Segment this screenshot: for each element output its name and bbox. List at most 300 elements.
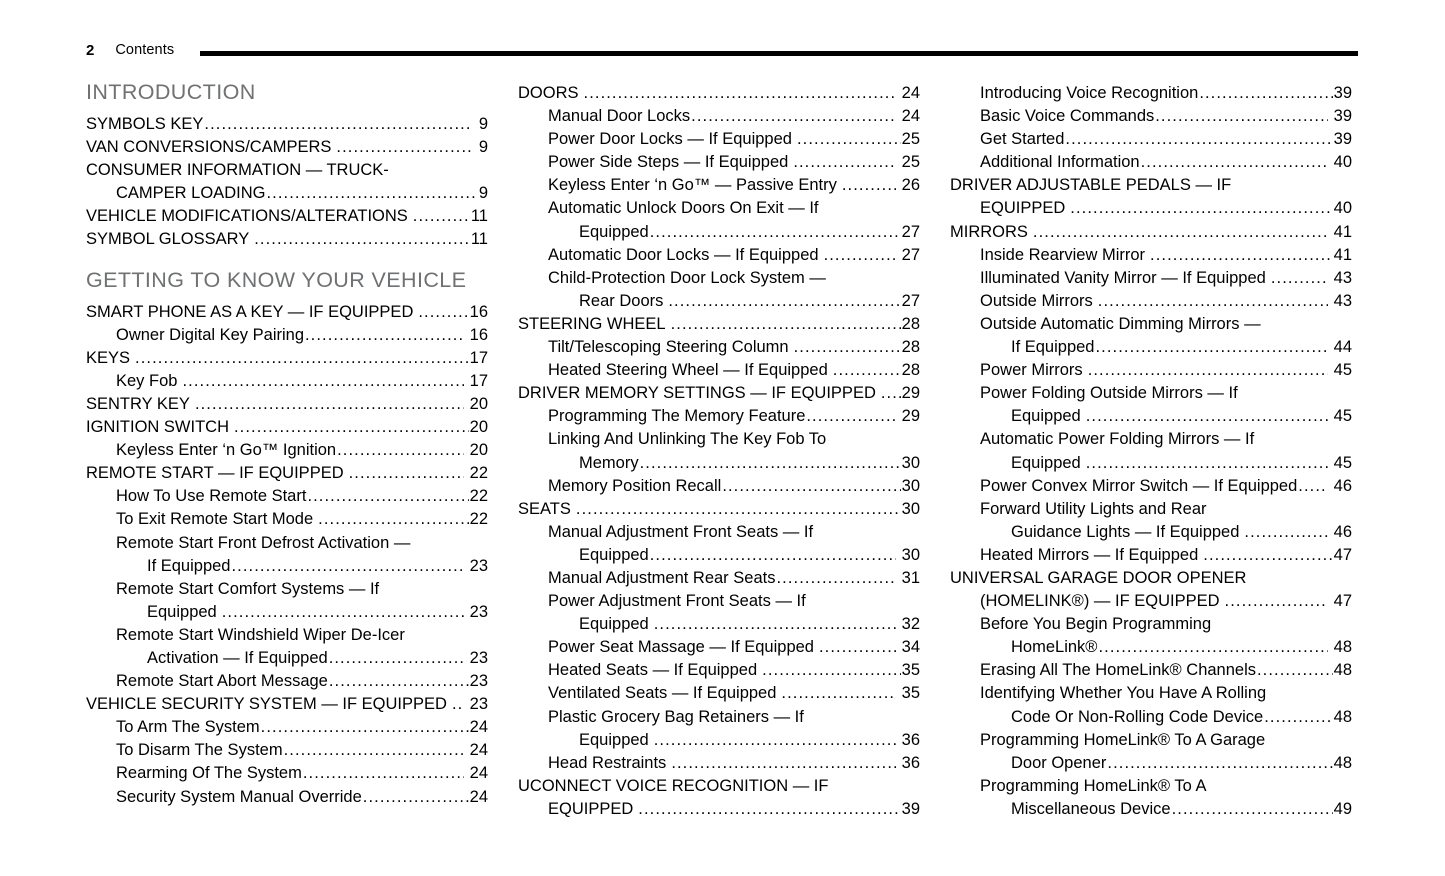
toc-entry-label: Power Mirrors: [980, 361, 1083, 380]
dot-leader: [318, 508, 468, 531]
toc-entry-label: Remote Start Comfort Systems — If: [116, 579, 380, 598]
toc-entry-sub[interactable]: [518, 567, 920, 590]
toc-entry-label: Power Seat Massage — If Equipped: [548, 638, 814, 657]
dot-leader: [452, 693, 464, 716]
toc-entry-page: 11: [470, 229, 488, 248]
toc-entry-label: Equipped: [147, 602, 217, 621]
toc-entry-sub[interactable]: [518, 267, 920, 290]
toc-entry-sub[interactable]: [518, 659, 920, 682]
toc-entry-page: 28: [901, 314, 920, 333]
toc-entry-sub[interactable]: [518, 729, 920, 752]
dot-leader: [234, 416, 469, 439]
toc-entry-label: To Disarm The System: [116, 741, 283, 760]
toc-entry-sub[interactable]: [950, 521, 1352, 544]
toc-entry-label: Inside Rearview Mirror: [980, 245, 1146, 264]
toc-entry-page: 20: [469, 441, 488, 460]
toc-entry-main[interactable]: [518, 82, 920, 105]
toc-entry-main[interactable]: [86, 228, 488, 251]
dot-leader: [1257, 659, 1333, 682]
toc-entry-page: 30: [901, 545, 920, 564]
dot-leader: [881, 382, 901, 405]
toc-entry-sub[interactable]: [518, 336, 920, 359]
toc-entry-label: If Equipped: [1011, 338, 1095, 357]
toc-entry-sub[interactable]: [86, 439, 488, 462]
dot-leader: [418, 301, 468, 324]
page-header: [86, 38, 1358, 62]
toc-entry-sub[interactable]: [518, 405, 920, 428]
toc-entry-page: 39: [1333, 84, 1352, 102]
toc-entry-sub[interactable]: [86, 624, 488, 647]
toc-entry-main[interactable]: [86, 393, 488, 416]
toc-entry-sub[interactable]: [518, 290, 920, 313]
toc-entry-sub[interactable]: [518, 613, 920, 636]
dot-leader: [329, 647, 464, 670]
dot-leader: [1225, 590, 1328, 613]
toc-entry-page: 36: [901, 753, 920, 772]
toc-entry-label: CAMPER LOADING: [116, 183, 266, 202]
toc-entry-label: Key Fob: [116, 371, 178, 390]
toc-entry-label: Rear Doors: [579, 291, 664, 310]
toc-entry-sub[interactable]: [86, 555, 488, 578]
toc-entry-sub[interactable]: [518, 244, 920, 267]
dot-leader: [1264, 706, 1332, 729]
toc-entry-label: DRIVER ADJUSTABLE PEDALS — IF: [950, 176, 1232, 195]
toc-entry-label: SYMBOL GLOSSARY: [86, 229, 250, 248]
dot-leader: [1088, 359, 1328, 382]
toc-entry-main[interactable]: [86, 205, 488, 228]
toc-entry-label: Outside Mirrors: [980, 291, 1093, 310]
toc-entry-label: VEHICLE SECURITY SYSTEM — IF EQUIPPED: [86, 695, 447, 714]
toc-entry-main[interactable]: [86, 347, 488, 370]
toc-entry-label: Equipped: [1011, 407, 1081, 426]
toc-entry-page: 48: [1333, 707, 1352, 726]
toc-entry-main[interactable]: [950, 590, 1352, 613]
toc-entry-label: SEATS: [518, 499, 571, 518]
dot-leader: [654, 613, 896, 636]
dot-leader: [1298, 475, 1327, 498]
toc-entry-page: 41: [1333, 245, 1352, 264]
dot-leader: [671, 313, 901, 336]
dot-leader: [1141, 151, 1328, 174]
toc-entry-sub[interactable]: [950, 382, 1352, 405]
dot-leader: [337, 439, 464, 462]
toc-entry-label: Manual Adjustment Front Seats — If: [548, 522, 814, 541]
dot-leader: [638, 798, 900, 821]
toc-entry-page: 24: [469, 787, 488, 806]
toc-entry-page: 29: [901, 384, 920, 403]
toc-entry-main[interactable]: [86, 113, 488, 136]
toc-entry-label: Introducing Voice Recognition: [980, 84, 1199, 102]
toc-entry-label: Door Opener: [1011, 753, 1107, 772]
toc-entry-main[interactable]: [518, 313, 920, 336]
toc-entry-sub[interactable]: [950, 313, 1352, 336]
toc-entry-sub[interactable]: [950, 452, 1352, 475]
toc-entry-sub[interactable]: [518, 105, 920, 128]
dot-leader: [797, 128, 901, 151]
toc-entry-page: 41: [1333, 222, 1352, 241]
toc-entry-label: Head Restraints: [548, 753, 667, 772]
toc-entry-sub[interactable]: [950, 267, 1352, 290]
toc-entry-label: Power Adjustment Front Seats — If: [548, 592, 806, 611]
toc-entry-page: 49: [1333, 799, 1352, 818]
toc-entry-label: (HOMELINK®) — IF EQUIPPED: [980, 592, 1220, 611]
toc-entry-label: Equipped: [579, 615, 649, 634]
toc-entry-label: Equipped: [579, 222, 649, 241]
toc-entry-sub[interactable]: [950, 359, 1352, 382]
toc-entry-label: Manual Door Locks: [548, 107, 691, 126]
toc-entry-label: Equipped: [579, 545, 649, 564]
toc-entry-sub[interactable]: [518, 752, 920, 775]
toc-entry-page: 17: [469, 371, 488, 390]
toc-entry-page: 40: [1333, 199, 1352, 218]
toc-entry-page: 32: [901, 615, 920, 634]
toc-entry-page: 20: [469, 394, 488, 413]
toc-entry-sub[interactable]: [518, 452, 920, 475]
toc-entry-sub[interactable]: [950, 659, 1352, 682]
toc-entry-sub[interactable]: [950, 428, 1352, 451]
toc-entry-main[interactable]: [86, 693, 488, 716]
toc-entry-sub[interactable]: [950, 405, 1352, 428]
toc-entry-page: 30: [901, 453, 920, 472]
page-number: 2: [86, 41, 95, 59]
dot-leader: [762, 659, 901, 682]
toc-entry-page: 47: [1333, 545, 1352, 564]
toc-entry-sub[interactable]: [518, 221, 920, 244]
toc-entry-page: 43: [1333, 291, 1352, 310]
dot-leader: [222, 601, 464, 624]
toc-entry-sub[interactable]: [950, 682, 1352, 705]
toc-entry-sub[interactable]: [518, 174, 920, 197]
toc-entry-sub[interactable]: [86, 324, 488, 347]
toc-entry-sub[interactable]: [950, 498, 1352, 521]
toc-entry-page: 27: [901, 245, 920, 264]
toc-entry-sub[interactable]: [950, 775, 1352, 798]
toc-entry-label: UCONNECT VOICE RECOGNITION — IF: [518, 776, 829, 795]
toc-entry-main[interactable]: [950, 221, 1352, 244]
toc-entry-label: Power Side Steps — If Equipped: [548, 153, 789, 172]
toc-entry-page: 20: [469, 418, 488, 437]
dot-leader: [842, 174, 896, 197]
toc-entry-page: 29: [901, 407, 920, 426]
toc-entry-sub[interactable]: [518, 197, 920, 220]
dot-leader: [1098, 636, 1327, 659]
dot-leader: [671, 752, 895, 775]
dot-leader: [1244, 521, 1327, 544]
toc-entry-page: 43: [1333, 268, 1352, 287]
toc-entry-label: Keyless Enter ‘n Go™ Ignition: [116, 441, 337, 460]
toc-entry-main[interactable]: [518, 798, 920, 821]
toc-entry-label: Owner Digital Key Pairing: [116, 325, 304, 344]
toc-entry-sub[interactable]: [950, 290, 1352, 313]
toc-entry-sub[interactable]: [86, 578, 488, 601]
toc-entry-sub[interactable]: [950, 105, 1352, 128]
toc-entry-page: 45: [1333, 453, 1352, 472]
section-heading: INTRODUCTION: [86, 80, 256, 104]
toc-entry-sub[interactable]: [86, 786, 488, 809]
toc-entry-sub[interactable]: [518, 706, 920, 729]
toc-entry-page: 40: [1333, 153, 1352, 172]
toc-entry-page: 24: [469, 741, 488, 760]
toc-entry-page: 46: [1333, 476, 1352, 495]
toc-entry-label: DRIVER MEMORY SETTINGS — IF EQUIPPED: [518, 384, 876, 403]
toc-entry-page: 23: [469, 602, 488, 621]
toc-entry-sub[interactable]: [86, 485, 488, 508]
toc-entry-page: 9: [478, 183, 488, 202]
dot-leader: [254, 228, 470, 251]
header-rule: [200, 51, 1358, 56]
dot-leader: [650, 544, 896, 567]
toc-entry-sub[interactable]: [950, 752, 1352, 775]
dot-leader: [584, 82, 896, 105]
dot-leader: [1172, 798, 1333, 821]
toc-entry-main[interactable]: [86, 182, 488, 205]
toc-entry-page: 45: [1333, 361, 1352, 380]
toc-entry-page: 23: [469, 672, 488, 691]
toc-entry-label: Security System Manual Override: [116, 787, 362, 806]
toc-entry-main[interactable]: [86, 416, 488, 439]
dot-leader: [722, 475, 900, 498]
toc-entry-page: 39: [1333, 107, 1352, 126]
toc-entry-page: 34: [901, 638, 920, 657]
toc-entry-label: Power Folding Outside Mirrors — If: [980, 384, 1238, 403]
toc-entry-page: 30: [901, 476, 920, 495]
toc-entry-page: 48: [1333, 638, 1352, 657]
toc-entry-sub[interactable]: [86, 670, 488, 693]
toc-entry-label: Forward Utility Lights and Rear: [980, 499, 1207, 518]
toc-entry-sub[interactable]: [950, 151, 1352, 174]
toc-entry-sub[interactable]: [518, 590, 920, 613]
dot-leader: [781, 682, 895, 705]
toc-entry-label: DOORS: [518, 84, 579, 102]
toc-entry-label: Memory: [579, 453, 639, 472]
toc-entry-label: MIRRORS: [950, 222, 1028, 241]
toc-entry-page: 22: [469, 464, 488, 483]
toc-entry-label: Keyless Enter ‘n Go™ — Passive Entry: [548, 176, 837, 195]
dot-leader: [336, 136, 472, 159]
dot-leader: [793, 151, 895, 174]
toc-entry-label: Linking And Unlinking The Key Fob To: [548, 430, 827, 449]
dot-leader: [1150, 244, 1333, 267]
toc-entry-label: Power Convex Mirror Switch — If Equipped: [980, 476, 1298, 495]
toc-entry-sub[interactable]: [950, 613, 1352, 636]
toc-entry-sub[interactable]: [950, 544, 1352, 567]
toc-entry-page: 26: [901, 176, 920, 195]
toc-entry-page: 23: [469, 648, 488, 667]
dot-leader: [1070, 197, 1332, 220]
dot-leader: [1107, 752, 1332, 775]
dot-leader: [1203, 544, 1332, 567]
toc-entry-label: Code Or Non-Rolling Code Device: [1011, 707, 1264, 726]
dot-leader: [195, 393, 464, 416]
toc-entry-main[interactable]: [86, 159, 488, 182]
toc-entry-label: How To Use Remote Start: [116, 487, 307, 506]
toc-entry-label: IGNITION SWITCH: [86, 418, 229, 437]
toc-entry-label: Automatic Unlock Doors On Exit — If: [548, 199, 819, 218]
dot-leader: [691, 105, 895, 128]
toc-entry-sub[interactable]: [950, 706, 1352, 729]
toc-column: [86, 82, 488, 842]
dot-leader: [204, 113, 472, 136]
page-title: Contents: [115, 41, 175, 58]
dot-leader: [1199, 82, 1332, 105]
toc-entry-page: 39: [901, 799, 920, 818]
toc-entry-label: SENTRY KEY: [86, 394, 190, 413]
dot-leader: [363, 786, 469, 809]
dot-leader: [349, 462, 464, 485]
toc-entry-page: 44: [1333, 338, 1352, 357]
toc-entry-sub[interactable]: [86, 370, 488, 393]
toc-entry-sub[interactable]: [86, 508, 488, 531]
toc-entry-page: 22: [469, 487, 488, 506]
toc-entry-label: Equipped: [1011, 453, 1081, 472]
dot-leader: [284, 739, 464, 762]
toc-entry-label: Power Door Locks — If Equipped: [548, 130, 792, 149]
toc-entry-label: Additional Information: [980, 153, 1140, 172]
dot-leader: [824, 244, 896, 267]
toc-entry-page: 31: [901, 568, 920, 587]
dot-leader: [231, 555, 463, 578]
dot-leader: [819, 636, 896, 659]
dot-leader: [650, 221, 901, 244]
toc-entry-main[interactable]: [518, 498, 920, 521]
toc-entry-label: EQUIPPED: [548, 799, 634, 818]
toc-entry-label: EQUIPPED: [980, 199, 1066, 218]
toc-entry-sub[interactable]: [86, 647, 488, 670]
toc-entry-sub[interactable]: [950, 798, 1352, 821]
dot-leader: [1086, 405, 1328, 428]
toc-entry-page: 30: [901, 499, 920, 518]
toc-entry-label: Child-Protection Door Lock System —: [548, 268, 826, 287]
dot-leader: [266, 182, 477, 205]
toc-entry-label: CONSUMER INFORMATION — TRUCK-: [86, 160, 389, 179]
toc-entry-page: 24: [901, 107, 920, 126]
dot-leader: [1098, 290, 1328, 313]
toc-entry-label: Activation — If Equipped: [147, 648, 328, 667]
toc-entry-sub[interactable]: [950, 336, 1352, 359]
toc-entry-label: Ventilated Seats — If Equipped: [548, 684, 777, 703]
toc-entry-page: 25: [901, 153, 920, 172]
toc-entry-label: Outside Automatic Dimming Mirrors —: [980, 314, 1261, 333]
toc-entry-page: 45: [1333, 407, 1352, 426]
section-heading: GETTING TO KNOW YOUR VEHICLE: [86, 268, 467, 293]
dot-leader: [307, 485, 468, 508]
toc-entry-sub[interactable]: [86, 601, 488, 624]
toc-entry-label: Remote Start Windshield Wiper De-Icer: [116, 625, 405, 644]
toc-entry-sub[interactable]: [518, 359, 920, 382]
toc-entry-label: Automatic Power Folding Mirrors — If: [980, 430, 1255, 449]
toc-entry-label: Basic Voice Commands: [980, 107, 1155, 126]
toc-entry-sub[interactable]: [518, 636, 920, 659]
toc-entry-sub[interactable]: [518, 428, 920, 451]
toc-entry-page: 46: [1333, 522, 1352, 541]
toc-entry-page: 25: [901, 130, 920, 149]
toc-entry-label: Erasing All The HomeLink® Channels: [980, 661, 1256, 680]
toc-entry-sub[interactable]: [518, 682, 920, 705]
toc-entry-page: 9: [478, 114, 488, 133]
toc-entry-main[interactable]: [518, 775, 920, 798]
toc-entry-sub[interactable]: [950, 636, 1352, 659]
toc-entry-sub[interactable]: [518, 521, 920, 544]
dot-leader: [654, 729, 896, 752]
toc-column: [950, 82, 1352, 842]
dot-leader: [1095, 336, 1327, 359]
dot-leader: [794, 336, 901, 359]
toc-entry-sub[interactable]: [518, 475, 920, 498]
toc-entry-label: Manual Adjustment Rear Seats: [548, 568, 776, 587]
toc-entry-label: UNIVERSAL GARAGE DOOR OPENER: [950, 568, 1247, 587]
toc-entry-page: 27: [901, 222, 920, 241]
toc-entry-page: 39: [1333, 130, 1352, 149]
toc-entry-label: Automatic Door Locks — If Equipped: [548, 245, 819, 264]
toc-entry-sub[interactable]: [86, 716, 488, 739]
toc-entry-label: Guidance Lights — If Equipped: [1011, 522, 1240, 541]
toc-entry-main[interactable]: [518, 382, 920, 405]
toc-entry-label: Programming HomeLink® To A: [980, 776, 1207, 795]
toc-entry-sub[interactable]: [950, 475, 1352, 498]
toc-entry-label: To Exit Remote Start Mode: [116, 510, 314, 529]
dot-leader: [833, 359, 901, 382]
dot-leader: [1155, 105, 1327, 128]
dot-leader: [668, 290, 900, 313]
toc-entry-sub[interactable]: [950, 729, 1352, 752]
toc-entry-label: Get Started: [980, 130, 1065, 149]
toc-entry-page: 16: [469, 325, 488, 344]
toc-entry-label: HomeLink®: [1011, 638, 1098, 657]
toc-columns: [86, 82, 1358, 842]
dot-leader: [1271, 267, 1328, 290]
toc-entry-label: To Arm The System: [116, 718, 260, 737]
toc-entry-sub[interactable]: [86, 532, 488, 555]
toc-entry-page: 36: [901, 730, 920, 749]
toc-entry-main[interactable]: [86, 462, 488, 485]
toc-entry-sub[interactable]: [518, 544, 920, 567]
toc-entry-main[interactable]: [950, 567, 1352, 590]
toc-entry-page: 35: [901, 661, 920, 680]
toc-entry-sub[interactable]: [86, 739, 488, 762]
toc-entry-sub[interactable]: [950, 128, 1352, 151]
toc-entry-main[interactable]: [86, 301, 488, 324]
dot-leader: [1065, 128, 1332, 151]
toc-entry-main[interactable]: [950, 197, 1352, 220]
toc-entry-page: 35: [901, 684, 920, 703]
toc-entry-label: Programming HomeLink® To A Garage: [980, 730, 1266, 749]
toc-entry-page: 48: [1333, 753, 1352, 772]
toc-entry-sub[interactable]: [86, 762, 488, 785]
toc-entry-label: Tilt/Telescoping Steering Column: [548, 338, 789, 357]
dot-leader: [1086, 452, 1328, 475]
toc-entry-label: SMART PHONE AS A KEY — IF EQUIPPED: [86, 302, 414, 321]
toc-entry-label: Programming The Memory Feature: [548, 407, 806, 426]
toc-entry-label: If Equipped: [147, 556, 231, 575]
toc-entry-main[interactable]: [950, 174, 1352, 197]
toc-entry-label: Remote Start Front Defrost Activation —: [116, 533, 411, 552]
toc-entry-sub[interactable]: [518, 151, 920, 174]
toc-entry-page: 23: [469, 695, 488, 714]
toc-entry-sub[interactable]: [950, 244, 1352, 267]
dot-leader: [261, 716, 469, 739]
toc-entry-label: Rearming Of The System: [116, 764, 302, 783]
toc-entry-label: Heated Steering Wheel — If Equipped: [548, 361, 828, 380]
dot-leader: [305, 324, 464, 347]
toc-entry-page: 23: [469, 556, 488, 575]
toc-entry-sub[interactable]: [518, 128, 920, 151]
toc-entry-sub[interactable]: [950, 82, 1352, 105]
toc-entry-page: 16: [469, 302, 488, 321]
toc-entry-label: Miscellaneous Device: [1011, 799, 1171, 818]
dot-leader: [640, 452, 901, 475]
toc-entry-main[interactable]: [86, 136, 488, 159]
toc-entry-label: Memory Position Recall: [548, 476, 722, 495]
